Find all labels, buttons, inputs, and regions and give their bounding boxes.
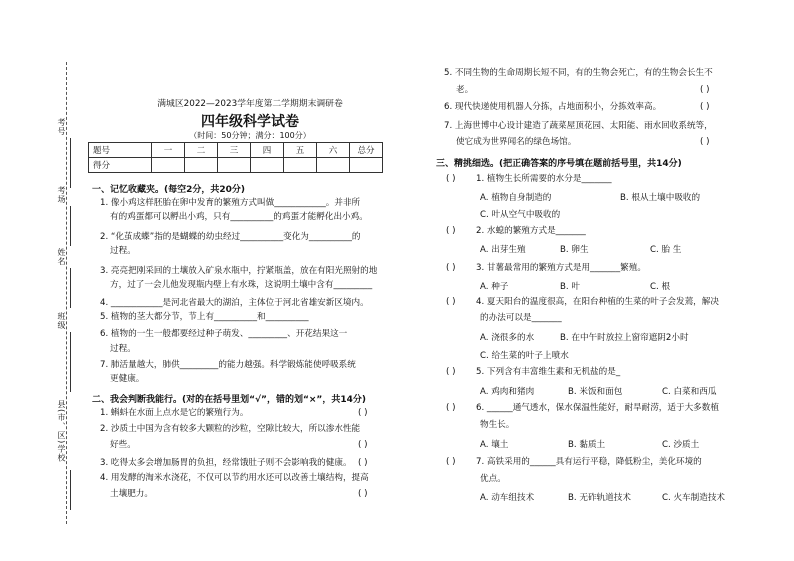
section2-line: 3. 吃得太多会增加肠胃的负担，经常饿肚子则不会影响我的健康。 [100,458,352,468]
question-stem-continued: 优点。 [480,474,506,484]
score-cell: 三 [218,143,251,158]
answer-paren[interactable]: ( ) [358,458,368,468]
section2-title: 二、我会判断我能行。(对的在括号里划“√”，错的划“×”，共14分) [92,395,366,405]
page-title: 四年级科学试卷 [201,114,299,130]
question-stem: 4. 夏天阳台的温度很高，在阳台种植的生菜的叶子会发蔫，解决 [476,297,719,307]
section2-line: 使它成为世界闻名的绿色场馆。 [456,137,577,147]
option-b[interactable]: B. 无砟轨道技术 [568,493,631,503]
section1-line: 7. 肺活量越大，肺供_________的能力越强。科学锻炼能使呼吸系统 [100,360,356,370]
score-cell: 总分 [350,143,383,158]
score-input-cell[interactable] [152,158,185,173]
margin-label-exam-room: 考场 [57,186,66,204]
question-stem: 3. 甘薯最常用的繁殖方式是用_______繁殖。 [476,263,646,273]
section1-title: 一、记忆收藏夹。(每空2分，共20分) [92,185,246,195]
score-input-cell[interactable] [251,158,284,173]
section2-line: 好些。 [110,440,136,450]
answer-paren[interactable]: ( ) [446,403,456,413]
option-c[interactable]: C. 白菜和西瓜 [662,387,717,397]
question-stem-continued: 的办法可以是_______ [480,313,562,323]
score-cell: 一 [152,143,185,158]
answer-paren[interactable]: ( ) [358,408,368,418]
option-c[interactable]: C. 沙质土 [662,440,700,450]
answer-paren[interactable]: ( ) [446,297,456,307]
score-cell: 六 [317,143,350,158]
score-input-cell[interactable] [350,158,383,173]
school-field[interactable] [70,470,71,510]
section1-line: 方，过了一会儿他发现瓶内壁上有水珠，这说明土壤中含有_________ [110,280,373,290]
score-input-cell[interactable] [185,158,218,173]
option-a[interactable]: A. 壤土 [480,440,509,450]
answer-paren[interactable]: ( ) [700,102,710,112]
exam-number-field[interactable] [70,138,71,188]
question-stem-continued: 物生长。 [480,420,515,430]
section1-line: 3. 亮亮把刚采回的土壤放入矿泉水瓶中，拧紧瓶盖，放在有阳光照射的地 [100,266,378,276]
option-a[interactable]: A. 植物自身制造的 [480,193,552,203]
section1-line: 4. ____________是河北省最大的湖泊，主体位于河北省雄安新区境内。 [100,298,369,308]
question-stem: 7. 高铁采用的______具有运行平稳，降低粉尘，美化环境的 [476,457,702,467]
answer-paren[interactable]: ( ) [446,174,456,184]
answer-paren[interactable]: ( ) [358,440,368,450]
option-a[interactable]: A. 出芽生殖 [480,245,526,255]
section2-line: 1. 蝌蚪在水面上点水是它的繁殖行为。 [100,408,249,418]
answer-paren[interactable]: ( ) [446,457,456,467]
score-input-cell[interactable] [218,158,251,173]
option-c[interactable]: C. 胎 生 [650,245,682,255]
option-b[interactable]: B. 卵生 [560,245,589,255]
option-a[interactable]: A. 种子 [480,282,509,292]
option-c[interactable]: C. 根 [650,282,671,292]
question-stem: 2. 水螅的繁殖方式是_______ [476,226,586,236]
answer-paren[interactable]: ( ) [358,489,368,499]
section1-line: 有的鸡蛋都可以孵出小鸡，只有__________的鸡蛋才能孵化出小鸡。 [110,212,368,222]
section1-line: 更健康。 [110,374,145,384]
section1-line: 2. “化茧成蝶”指的是蝴蝶的幼虫经过__________变化为__________的 [100,232,361,242]
score-table [88,142,383,173]
option-a[interactable]: A. 动车组技术 [480,493,535,503]
time-line: （时间：50分钟；满分：100分） [189,131,311,140]
score-table-score-row [89,158,383,173]
school-line: 满城区2022—2023学年度第二学期期末调研卷 [157,99,343,109]
option-a[interactable]: A. 浇很多的水 [480,333,535,343]
score-cell: 题号 [89,143,152,158]
margin-label-school: 县(市、区)学校 [57,400,66,463]
option-a[interactable]: A. 鸡肉和猪肉 [480,387,535,397]
score-input-cell[interactable] [284,158,317,173]
answer-paren[interactable]: ( ) [446,367,456,377]
binding-margin [0,0,80,561]
margin-label-class: 班级 [57,312,66,330]
margin-label-name: 姓名 [57,248,66,266]
section1-line: 过程。 [110,246,136,256]
section1-line: 5. 植物的茎大都分节，节上有__________和__________ [100,312,309,322]
score-cell: 五 [284,143,317,158]
answer-paren[interactable]: ( ) [700,85,710,95]
answer-paren[interactable]: ( ) [446,226,456,236]
name-field[interactable] [70,268,71,308]
option-c[interactable]: C. 火车制造技术 [662,493,726,503]
score-cell: 四 [251,143,284,158]
section2-line: 5. 不同生物的生命周期长短不同，有的生物会死亡，有的生物会长生不 [444,68,713,78]
class-field[interactable] [70,332,71,392]
question-stem: 1. 植物生长所需要的水分是_______ [476,174,612,184]
question-stem: 5. 下列含有丰富维生素和无机盐的是_ [476,367,621,377]
option-c[interactable]: C. 给生菜的叶子上喷水 [480,351,569,361]
section1-line: 1. 像小鸡这样胚胎在卵中发育的繁殖方式叫做____________。并非所 [100,198,361,208]
section1-line: 过程。 [110,344,136,354]
section2-line: 7. 上海世博中心设计建造了蔬菜屋顶花园、太阳能、雨水回收系统等， [444,121,713,131]
section2-line: 老。 [456,85,474,95]
answer-paren[interactable]: ( ) [446,263,456,273]
option-b[interactable]: B. 黏质土 [568,440,606,450]
option-b[interactable]: B. 米饭和面包 [568,387,623,397]
section3-title: 三、精挑细选。(把正确答案的序号填在题前括号里，共14分) [436,159,682,169]
section2-line: 2. 沙质土中国为含有较多大颗粒的沙粒，空隙比较大，所以渗水性能 [100,424,361,434]
option-b[interactable]: B. 叶 [560,282,580,292]
score-table-header-row [89,143,383,158]
margin-label-exam-number: 考号 [57,118,66,136]
option-b[interactable]: B. 在中午时放拉上窗帘遮阴2小时 [560,333,689,343]
exam-room-field[interactable] [70,206,71,246]
score-cell: 二 [185,143,218,158]
section2-line: 4. 用发酵的淘米水浇花，不仅可以节约用水还可以改善土壤结构，提高 [100,473,369,483]
question-stem: 6. ______通气透水，保水保温性能好，耐旱耐涝，适于大多数植 [476,403,719,413]
option-c[interactable]: C. 叶从空气中吸收的 [480,210,561,220]
score-input-cell[interactable] [317,158,350,173]
section2-line: 6. 现代快递使用机器人分拣，占地面积小，分拣效率高。 [444,102,662,112]
option-b[interactable]: B. 根从土壤中吸收的 [620,193,701,203]
section2-line: 土壤肥力。 [110,489,153,499]
answer-paren[interactable]: ( ) [700,137,710,147]
section1-line: 6. 植物的一生一般都要经过种子萌发、_________、开花结果这一 [100,329,348,339]
score-cell: 得分 [89,158,152,173]
